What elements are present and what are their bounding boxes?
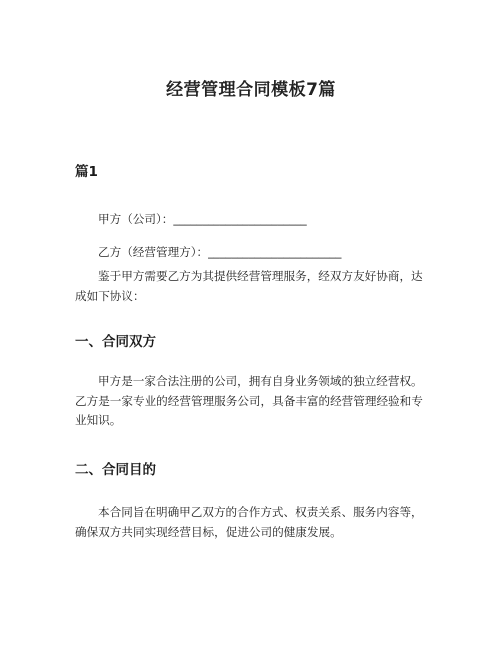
party-a-field: 甲方（公司）：_______________________	[98, 212, 307, 226]
document-title: 经营管理合同模板7篇	[166, 80, 336, 100]
section-heading-parties: 一、合同双方	[75, 334, 156, 350]
section-body-parties: 甲方是一家合法注册的公司，拥有自身业务领域的独立经营权。乙方是一家专业的经营管理服务公司，具备丰富的经营管理经验和专业知识。	[75, 374, 423, 427]
party-b-field: 乙方（经营管理方）：_______________________	[98, 245, 342, 259]
part-heading: 篇1	[75, 164, 98, 180]
section-body-purpose: 本合同旨在明确甲乙双方的合作方式、权责关系、服务内容等，确保双方共同实现经营目标，促进公司的健康发展。	[75, 505, 423, 539]
section-heading-purpose: 二、合同目的	[75, 462, 156, 478]
intro-paragraph: 鉴于甲方需要乙方为其提供经营管理服务，经双方友好协商，达成如下协议：	[75, 269, 423, 303]
